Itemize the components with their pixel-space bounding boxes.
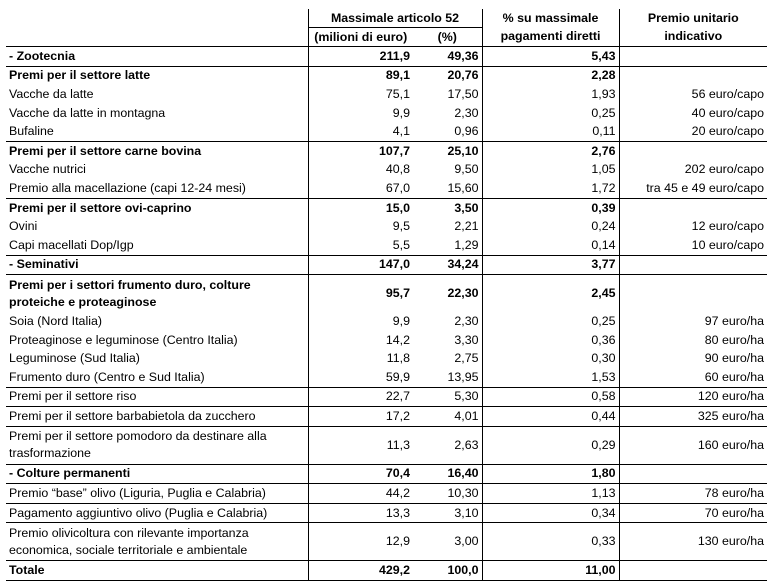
row-massimale: 4,1: [308, 122, 413, 141]
row-label: Bufaline: [9, 124, 54, 139]
table-row: [6, 141, 767, 160]
row-percent-direct: 2,76: [482, 141, 619, 160]
table-row: [6, 66, 767, 85]
row-percent-direct: 1,13: [482, 484, 619, 504]
row-massimale: 12,9: [308, 523, 413, 561]
row-massimale: 70,4: [308, 464, 413, 484]
row-label: Premi per il settore ovi-caprino: [6, 198, 308, 217]
row-premio: 10 euro/capo: [619, 236, 767, 255]
row-label: - Seminativi: [6, 255, 308, 275]
table-row: [6, 426, 767, 464]
row-percent-direct: 0,29: [482, 426, 619, 464]
table-row: [6, 179, 767, 198]
row-percent-direct: 2,45: [482, 275, 619, 313]
row-percent-direct: 0,30: [482, 349, 619, 368]
header-percent-direct-2: pagamenti diretti: [482, 28, 619, 47]
row-premio: [619, 275, 767, 313]
row-premio: [619, 464, 767, 484]
row-percent: 3,10: [413, 503, 482, 523]
row-premio: [619, 198, 767, 217]
row-label: Premi per i settori frumento duro, colture proteiche e proteaginose: [6, 275, 308, 313]
row-percent-direct: 3,77: [482, 255, 619, 275]
header-blank: [6, 9, 308, 28]
row-percent: 49,36: [413, 47, 482, 67]
row-label: Premi per il settore riso: [6, 387, 308, 407]
row-percent-direct: 0,25: [482, 104, 619, 123]
table-row: [6, 387, 767, 407]
row-massimale: 40,8: [308, 161, 413, 180]
row-percent: 25,10: [413, 141, 482, 160]
row-percent: 9,50: [454, 162, 479, 177]
row-label: Vacche da latte: [9, 86, 94, 101]
row-massimale: 75,1: [308, 85, 413, 104]
table-row: [6, 275, 767, 313]
row-percent-direct: 0,34: [482, 503, 619, 523]
row-label: Soia (Nord Italia): [9, 313, 102, 328]
row-label: Premio olivicoltura con rilevante importanza economica, sociale territoriale e ambientale: [6, 523, 308, 561]
header-percent-direct-1: % su massimale: [482, 9, 619, 28]
table-row: [6, 331, 767, 350]
row-massimale: 107,7: [308, 141, 413, 160]
row-percent: 5,30: [413, 387, 482, 407]
row-massimale: 9,9: [308, 104, 413, 123]
row-premio: 160 euro/ha: [619, 426, 767, 464]
row-premio: [619, 561, 767, 581]
row-massimale: 89,1: [308, 66, 413, 85]
row-label: Ovini: [9, 219, 38, 234]
table-row: [6, 236, 767, 255]
row-premio: [619, 66, 767, 85]
row-label: Premi per il settore latte: [6, 66, 308, 85]
row-premio: 40 euro/capo: [619, 104, 767, 123]
row-percent: 3,00: [413, 523, 482, 561]
table-row: [6, 368, 767, 387]
row-massimale: 211,9: [308, 47, 413, 67]
row-massimale: 14,2: [308, 331, 413, 350]
header-massimale-unit: (milioni di euro): [308, 28, 413, 47]
row-label: Pagamento aggiuntivo olivo (Puglia e Calabria): [6, 503, 308, 523]
row-percent-direct: 11,00: [482, 561, 619, 581]
row-label: Leguminose (Sud Italia): [9, 351, 140, 366]
row-massimale: 5,5: [308, 236, 413, 255]
row-label: Totale: [6, 561, 308, 581]
row-percent: 2,75: [454, 351, 479, 366]
row-percent: 16,40: [413, 464, 482, 484]
row-label: Premi per il settore carne bovina: [6, 141, 308, 160]
row-percent: 3,50: [413, 198, 482, 217]
row-percent: 0,96: [454, 124, 479, 139]
row-massimale: 11,8: [308, 349, 413, 368]
header-premio-2: indicativo: [619, 28, 767, 47]
row-percent: 20,76: [413, 66, 482, 85]
row-premio: 20 euro/capo: [619, 122, 767, 141]
table-row: [6, 312, 767, 331]
row-premio: 60 euro/ha: [619, 368, 767, 387]
row-percent: 10,30: [413, 484, 482, 504]
row-premio: 56 euro/capo: [619, 85, 767, 104]
row-percent: 2,30: [454, 105, 479, 120]
row-percent-direct: 0,24: [482, 217, 619, 236]
table-row: [6, 349, 767, 368]
row-premio: 325 euro/ha: [619, 407, 767, 427]
row-percent: 1,29: [454, 237, 479, 252]
header-blank-2: [6, 28, 308, 47]
header-premio-1: Premio unitario: [619, 9, 767, 28]
row-premio: tra 45 e 49 euro/capo: [619, 179, 767, 198]
row-percent-direct: 5,43: [482, 47, 619, 67]
row-massimale: 22,7: [308, 387, 413, 407]
row-label: Premi per il settore pomodoro da destinare alla trasformazione: [6, 426, 308, 464]
row-percent-direct: 0,36: [482, 331, 619, 350]
row-percent: 34,24: [413, 255, 482, 275]
row-premio: [619, 47, 767, 67]
row-massimale: 15,0: [308, 198, 413, 217]
row-premio: 78 euro/ha: [619, 484, 767, 504]
row-percent: 22,30: [413, 275, 482, 313]
table-row: [6, 122, 767, 141]
row-massimale: 147,0: [308, 255, 413, 275]
row-percent-direct: 0,14: [482, 236, 619, 255]
table-row: [6, 104, 767, 123]
payments-table: [6, 9, 767, 581]
row-percent: 100,0: [413, 561, 482, 581]
row-massimale: 13,3: [308, 503, 413, 523]
row-label: - Zootecnia: [6, 47, 308, 67]
row-premio: 120 euro/ha: [619, 387, 767, 407]
row-label: Proteaginose e leguminose (Centro Italia): [9, 332, 238, 347]
row-percent: 2,21: [454, 219, 479, 234]
row-percent-direct: 0,58: [482, 387, 619, 407]
row-massimale: 59,9: [308, 368, 413, 387]
row-label: Premio alla macellazione (capi 12-24 mesi): [9, 180, 246, 195]
row-label: Frumento duro (Centro e Sud Italia): [9, 369, 205, 384]
row-percent-direct: 2,28: [482, 66, 619, 85]
table-row: [6, 503, 767, 523]
table-row: [6, 47, 767, 67]
table-row: [6, 161, 767, 180]
row-percent: 2,30: [454, 313, 479, 328]
row-massimale: 429,2: [308, 561, 413, 581]
table-row: [6, 255, 767, 275]
row-premio: 70 euro/ha: [619, 503, 767, 523]
row-percent-direct: 1,05: [482, 161, 619, 180]
row-label: Premi per il settore barbabietola da zucchero: [6, 407, 308, 427]
row-percent-direct: 0,39: [482, 198, 619, 217]
row-massimale: 44,2: [308, 484, 413, 504]
row-percent-direct: 1,93: [482, 85, 619, 104]
row-label: - Colture permanenti: [6, 464, 308, 484]
row-premio: [619, 255, 767, 275]
row-percent: 17,50: [447, 86, 479, 101]
row-massimale: 67,0: [308, 179, 413, 198]
row-massimale: 9,5: [308, 217, 413, 236]
table-container: [6, 9, 767, 581]
row-percent: 2,63: [413, 426, 482, 464]
row-premio: [619, 141, 767, 160]
row-massimale: 17,2: [308, 407, 413, 427]
header-massimale: Massimale articolo 52: [308, 9, 482, 28]
table-row: [6, 523, 767, 561]
row-percent-direct: 0,11: [482, 122, 619, 141]
row-premio: 97 euro/ha: [619, 312, 767, 331]
table-row: [6, 484, 767, 504]
row-percent-direct: 0,25: [482, 312, 619, 331]
table-row: [6, 407, 767, 427]
row-percent: 15,60: [447, 180, 479, 195]
row-massimale: 95,7: [308, 275, 413, 313]
row-massimale: 11,3: [308, 426, 413, 464]
table-row: [6, 464, 767, 484]
row-percent: 3,30: [454, 332, 479, 347]
row-premio: 130 euro/ha: [619, 523, 767, 561]
row-premio: 80 euro/ha: [619, 331, 767, 350]
header-percent-unit: (%): [413, 28, 482, 47]
row-label: Capi macellati Dop/Igp: [9, 237, 134, 252]
row-premio: 12 euro/capo: [619, 217, 767, 236]
row-percent-direct: 1,53: [482, 368, 619, 387]
table-row: [6, 85, 767, 104]
row-percent-direct: 0,44: [482, 407, 619, 427]
row-label: Premio “base” olivo (Liguria, Puglia e Calabria): [6, 484, 308, 504]
row-label: Vacche da latte in montagna: [9, 105, 166, 120]
table-row: [6, 561, 767, 581]
row-massimale: 9,9: [308, 312, 413, 331]
row-percent: 13,95: [447, 369, 479, 384]
row-percent-direct: 0,33: [482, 523, 619, 561]
row-premio: 90 euro/ha: [619, 349, 767, 368]
row-percent-direct: 1,72: [482, 179, 619, 198]
table-row: [6, 198, 767, 217]
row-premio: 202 euro/capo: [619, 161, 767, 180]
row-percent-direct: 1,80: [482, 464, 619, 484]
row-percent: 4,01: [413, 407, 482, 427]
table-row: [6, 217, 767, 236]
row-label: Vacche nutrici: [9, 162, 86, 177]
